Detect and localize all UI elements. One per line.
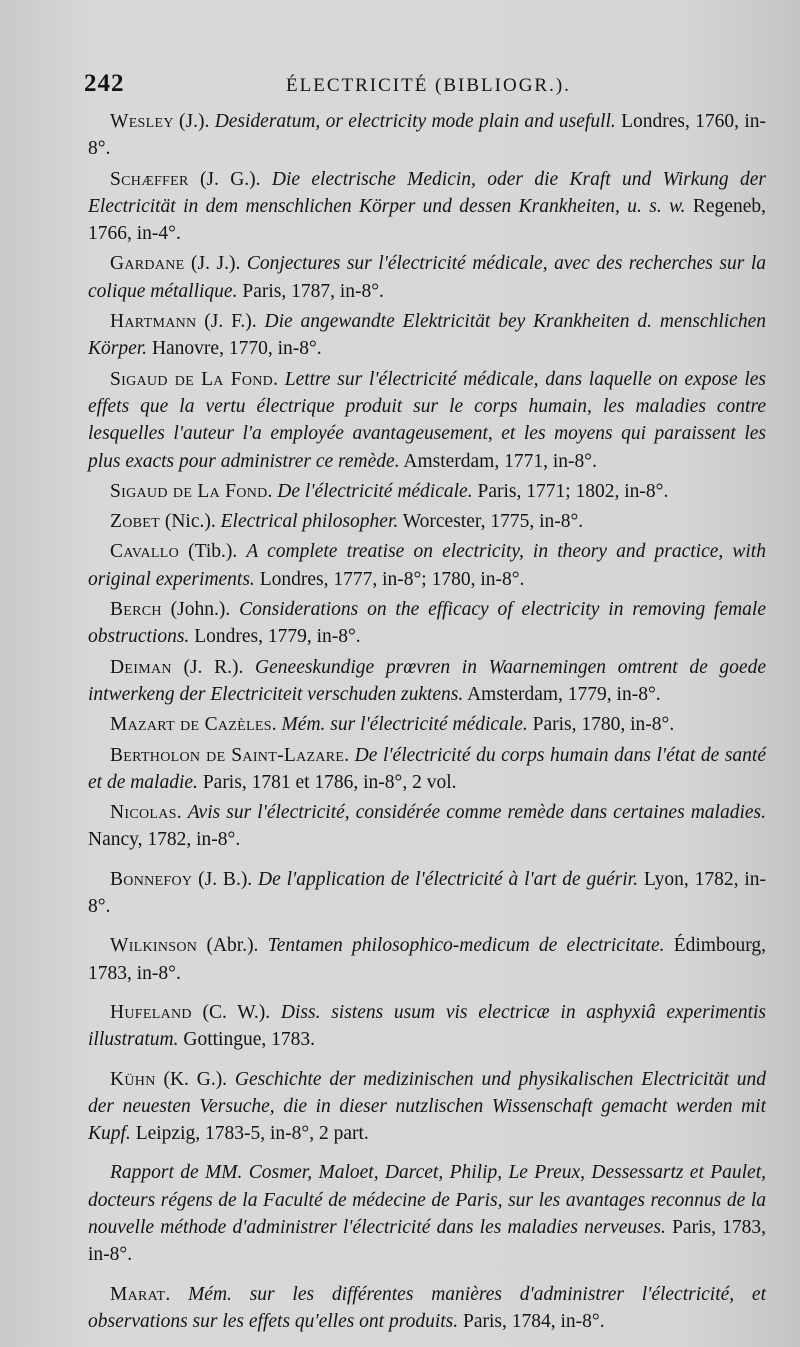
entry-imprint: Londres, 1777, in-8°; 1780, in-8°.	[254, 568, 525, 590]
entry-author: Mazart de Cazèles	[110, 714, 272, 736]
bibliography-entry	[88, 508, 766, 535]
entry-author: Sigaud de La Fond	[110, 480, 268, 502]
bibliography-entry	[88, 1281, 766, 1336]
entry-author: Gardane	[110, 253, 185, 275]
entry-title: Rapport de MM. Cosmer, Maloet, Darcet, Philip, Le Preux, Dessessartz et Paulet, docteurs régens de la Faculté de médecine de Paris, sur les avantages reconnus de la nouvelle méthode d'administrer l'électricité dans les maladies nerveuses.	[88, 1162, 766, 1238]
bibliography-entry	[88, 932, 766, 987]
bibliography-entry	[88, 108, 766, 163]
entry-title: Avis sur l'électricité, considérée comme remède dans certaines maladies.	[187, 802, 767, 824]
entry-author: Wilkinson	[110, 935, 198, 957]
entry-initials: (J. B.).	[192, 868, 259, 890]
entry-title: De l'application de l'électricité à l'art de guérir.	[258, 868, 638, 890]
entry-author: Zobet	[110, 511, 160, 533]
entry-initials: (J.).	[173, 111, 215, 132]
bibliography-entry	[88, 166, 766, 248]
bibliography-entry	[88, 711, 766, 738]
entry-author: Berch	[110, 599, 162, 621]
entry-title: Mém. sur les différentes manières d'administrer l'électricité, et observations sur les effets qu'elles ont produits.	[88, 1283, 766, 1332]
entry-title: Conjectures sur l'électricité médicale, avec des recherches sur la colique métallique.	[88, 253, 766, 302]
entry-initials: (C. W.).	[191, 1001, 281, 1023]
bibliography-list	[88, 108, 766, 1335]
entry-title: Diss. sistens usum vis electricæ in asphyxiâ experimentis illustratum.	[88, 1001, 766, 1051]
entry-initials: .	[165, 1283, 189, 1305]
page-number: 242	[84, 70, 125, 97]
bibliography-entry	[88, 799, 766, 854]
entry-initials: .	[273, 368, 285, 390]
entry-initials: (J. J.).	[184, 253, 247, 275]
entry-title: A complete treatise on electricity, in theory and practice, with original experiments.	[88, 541, 766, 590]
bibliography-entry	[88, 999, 766, 1054]
entry-initials: .	[267, 480, 278, 502]
entry-author: Hartmann	[110, 311, 197, 333]
entry-title: Die angewandte Elektricität bey Krankheiten d. menschlichen Körper.	[88, 311, 766, 360]
bibliography-entry	[88, 538, 766, 593]
entry-imprint: Paris, 1781 et 1786, in-8°, 2 vol.	[197, 771, 457, 793]
bibliography-entry	[88, 596, 766, 651]
entry-title: Lettre sur l'électricité médicale, dans laquelle on expose les effets que la vertu électrique produit sur le corps humain, les maladies contre lesquelles l'auteur l'a employée avantageusement, et les moyens qui paraissent les plus exacts pour administrer ce remède.	[88, 368, 767, 472]
entry-imprint: Hanovre, 1770, in-8°.	[147, 338, 322, 360]
entry-imprint: Paris, 1784, in-8°.	[458, 1310, 605, 1332]
entry-title: Tentamen philosophico-medicum de electricitate.	[267, 935, 665, 957]
entry-imprint: Amsterdam, 1779, in-8°.	[463, 683, 661, 705]
entry-title: Die electrische Medicin, oder die Kraft und Wirkung der Electricität in dem menschlichen Körper und dessen Krankheiten, u. s. w.	[88, 168, 766, 217]
entry-author: Schæffer	[110, 168, 189, 190]
entry-author: Sigaud de La Fond	[110, 368, 274, 390]
bibliography-entry	[88, 366, 766, 475]
entry-imprint: Lyon, 1782, in-8°.	[88, 868, 767, 918]
bibliography-entry	[88, 308, 766, 363]
entry-imprint: Gottingue, 1783.	[178, 1029, 315, 1051]
entry-initials: (John.).	[161, 599, 240, 621]
entry-imprint: Nancy, 1782, in-8°.	[88, 829, 241, 851]
entry-imprint: Londres, 1779, in-8°.	[189, 626, 361, 648]
bibliography-entry	[88, 1066, 766, 1148]
entry-initials: .	[271, 714, 282, 736]
entry-author: Wesley	[110, 111, 174, 132]
entry-author: Nicolas	[110, 802, 177, 824]
bibliography-entry	[88, 742, 766, 797]
entry-initials: (Abr.).	[197, 935, 268, 957]
entry-title: De l'électricité médicale.	[277, 480, 473, 502]
bibliography-entry	[88, 866, 766, 921]
running-head: ÉLECTRICITÉ (BIBLIOGR.).	[286, 75, 571, 96]
entry-imprint: Paris, 1787, in-8°.	[237, 280, 384, 302]
bibliography-entry	[88, 1159, 766, 1268]
entry-imprint: Paris, 1771; 1802, in-8°.	[472, 480, 669, 502]
entry-initials: .	[176, 802, 188, 824]
entry-imprint: Amsterdam, 1771, in-8°.	[399, 450, 597, 472]
bibliography-entry	[88, 654, 766, 709]
entry-initials: (Tib.).	[179, 541, 247, 563]
entry-author: Bertholon de Saint-Lazare	[110, 744, 345, 766]
entry-title: Electrical philosopher.	[220, 511, 399, 533]
entry-title: Geneeskundige prœvren in Waarnemingen omtrent de goede intwerkeng der Electriciteit verschuden zuktens.	[88, 656, 766, 705]
entry-author: Marat	[110, 1283, 166, 1305]
entry-title: Mém. sur l'électricité médicale.	[281, 714, 528, 736]
entry-author: Kühn	[110, 1068, 156, 1090]
entry-title: Geschichte der medizinischen und physikalischen Electricität und der neuesten Versuche, die in dieser nutzlischen Wissenschaft gemacht werden mit Kupf.	[88, 1068, 767, 1145]
entry-initials: (Nic.).	[159, 511, 221, 533]
bibliography-entry	[88, 478, 766, 505]
entry-imprint: Leipzig, 1783-5, in-8°, 2 part.	[130, 1123, 369, 1145]
entry-author: Cavallo	[110, 541, 180, 563]
entry-title: Considerations on the efficacy of electricity in removing female obstructions.	[88, 599, 766, 648]
entry-title: De l'électricité du corps humain dans l'état de santé et de maladie.	[88, 744, 767, 793]
bibliography-entry	[88, 250, 766, 305]
page-header	[84, 70, 766, 108]
entry-imprint: Londres, 1760, in-8°.	[88, 111, 767, 160]
entry-imprint: Paris, 1780, in-8°.	[527, 714, 675, 736]
entry-title: Desideratum, or electricity mode plain and usefull.	[214, 111, 616, 132]
entry-initials: .	[344, 744, 355, 766]
entry-initials: (K. G.).	[155, 1068, 235, 1090]
entry-imprint: Édimbourg, 1783, in-8°.	[88, 935, 766, 984]
entry-author: Hufeland	[110, 1001, 192, 1023]
entry-imprint: Paris, 1783, in-8°.	[88, 1216, 767, 1266]
entry-imprint: Regeneb, 1766, in-4°.	[88, 195, 766, 245]
entry-author: Bonnefoy	[110, 868, 193, 890]
entry-imprint: Worcester, 1775, in-8°.	[398, 511, 584, 533]
entry-author: Deiman	[110, 656, 172, 678]
entry-initials: (J. G.).	[188, 168, 272, 190]
entry-initials: (J. R.).	[171, 656, 256, 678]
entry-initials: (J. F.).	[196, 311, 265, 333]
